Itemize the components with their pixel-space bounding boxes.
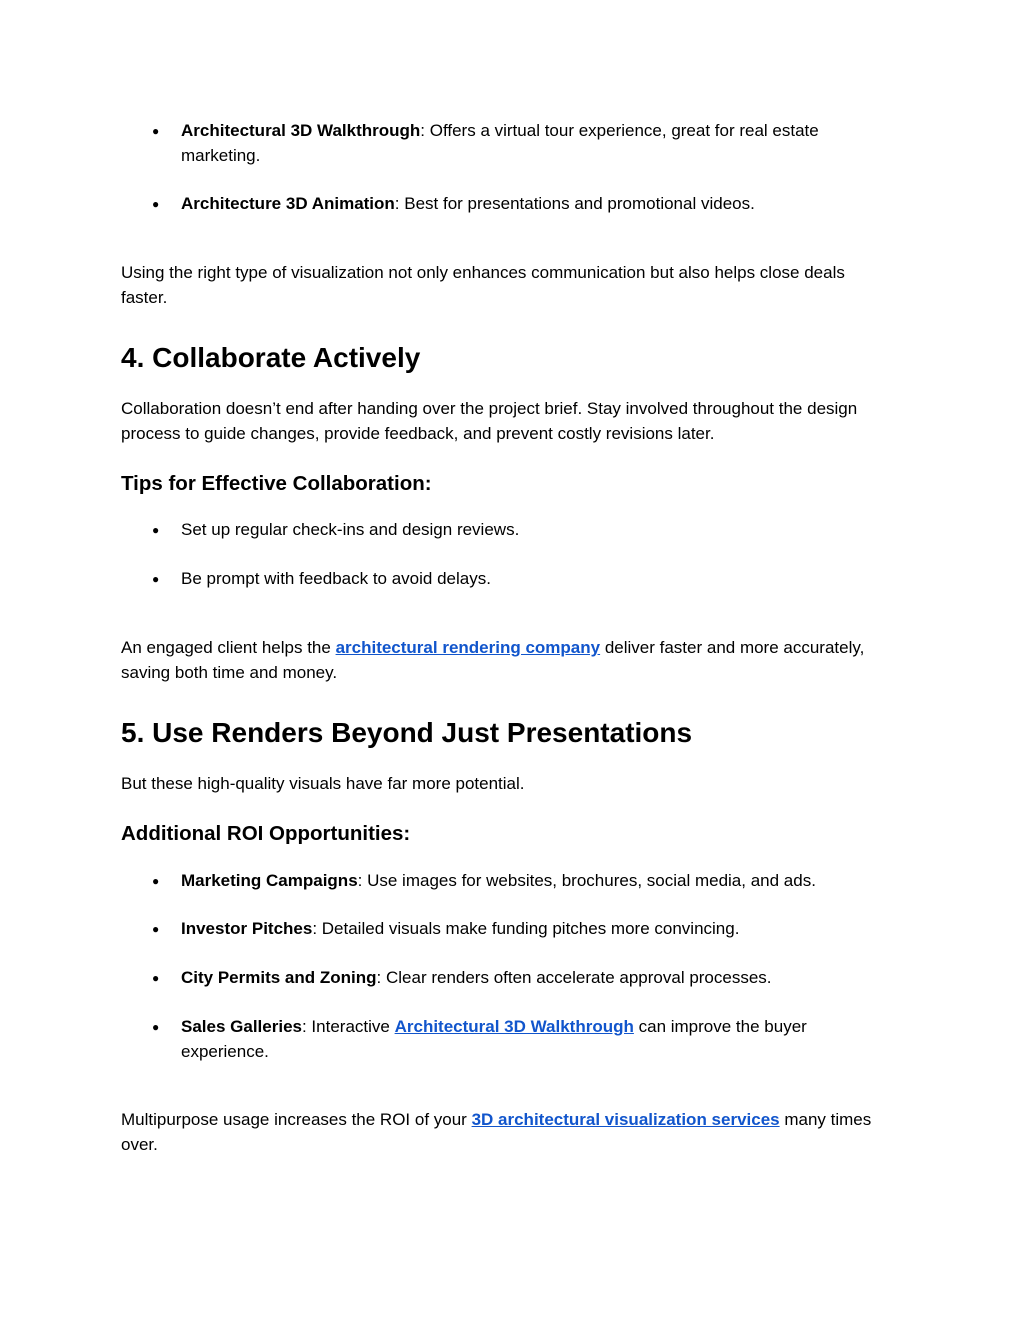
collaboration-tips-list bbox=[121, 518, 891, 543]
list-item-desc: can improve the buyer experience. bbox=[181, 1017, 807, 1061]
list-item-term: Sales Galleries bbox=[181, 1017, 302, 1036]
section-heading-use-renders: 5. Use Renders Beyond Just Presentations bbox=[121, 717, 693, 748]
roi-list bbox=[121, 869, 891, 894]
list-item-term: Investor Pitches bbox=[181, 919, 313, 938]
bullet-icon: ● bbox=[152, 1020, 160, 1034]
subheading-collaboration-tips: Tips for Effective Collaboration: bbox=[121, 472, 432, 495]
list-item-term: Marketing Campaigns bbox=[181, 871, 358, 890]
list-item-text: Be prompt with feedback to avoid delays. bbox=[181, 569, 491, 588]
list-item-term: Architectural 3D Walkthrough bbox=[181, 121, 421, 140]
list-item-desc: : Offers a virtual tour experience, great for real estate marketing. bbox=[181, 121, 819, 165]
paragraph-engaged-client bbox=[121, 636, 891, 685]
roi-list-4 bbox=[121, 1015, 891, 1064]
visualization-types-list bbox=[121, 119, 891, 168]
link-architectural-3d-walkthrough[interactable]: Architectural 3D Walkthrough bbox=[394, 1017, 634, 1036]
bullet-icon: ● bbox=[152, 922, 160, 936]
list-item-desc: : Clear renders often accelerate approval processes. bbox=[376, 968, 772, 987]
list-item-term: Architecture 3D Animation bbox=[181, 194, 395, 213]
list-item bbox=[121, 192, 891, 217]
text-run: Multipurpose usage increases the ROI of your bbox=[121, 1110, 472, 1129]
bullet-icon: ● bbox=[152, 971, 160, 985]
text-run: deliver faster and more accurately, saving both time and money. bbox=[121, 638, 865, 682]
list-item bbox=[121, 1015, 891, 1064]
bullet-icon: ● bbox=[152, 874, 160, 888]
visualization-types-list-2 bbox=[121, 192, 891, 217]
bullet-icon: ● bbox=[152, 523, 160, 537]
list-item-desc: : Best for presentations and promotional videos. bbox=[394, 194, 755, 213]
list-item bbox=[121, 119, 891, 168]
link-3d-architectural-visualization-services[interactable]: 3D architectural visualization services bbox=[471, 1110, 780, 1129]
list-item bbox=[121, 869, 891, 894]
paragraph-collaboration-intro: Collaboration doesn’t end after handing over the project brief. Stay involved throughout the design process to guide changes, provide feedback, and prevent costly revisions later. bbox=[121, 399, 858, 443]
list-item-text: Set up regular check-ins and design reviews. bbox=[181, 520, 520, 539]
bullet-icon: ● bbox=[152, 572, 160, 586]
list-item-term: City Permits and Zoning bbox=[181, 968, 377, 987]
collaboration-tips-list-2 bbox=[121, 567, 891, 592]
list-item-desc: : Detailed visuals make funding pitches more convincing. bbox=[312, 919, 740, 938]
list-item bbox=[121, 567, 891, 592]
text-run: many times over. bbox=[121, 1110, 872, 1154]
paragraph-potential: But these high-quality visuals have far more potential. bbox=[121, 774, 525, 793]
bullet-icon: ● bbox=[152, 197, 160, 211]
bullet-icon: ● bbox=[152, 124, 160, 138]
roi-list-3 bbox=[121, 966, 891, 991]
list-item-desc: : Interactive bbox=[301, 1017, 395, 1036]
roi-list-2 bbox=[121, 917, 891, 942]
text-run: An engaged client helps the bbox=[121, 638, 336, 657]
list-item bbox=[121, 966, 891, 991]
link-architectural-rendering-company[interactable]: architectural rendering company bbox=[335, 638, 601, 657]
subheading-roi-opportunities: Additional ROI Opportunities: bbox=[121, 822, 411, 845]
section-heading-collaborate: 4. Collaborate Actively bbox=[121, 342, 421, 373]
list-item bbox=[121, 917, 891, 942]
paragraph-visualization: Using the right type of visualization not only enhances communication but also helps close deals faster. bbox=[121, 263, 845, 307]
paragraph-multipurpose bbox=[121, 1108, 891, 1157]
list-item-desc: : Use images for websites, brochures, social media, and ads. bbox=[357, 871, 816, 890]
list-item bbox=[121, 518, 891, 543]
